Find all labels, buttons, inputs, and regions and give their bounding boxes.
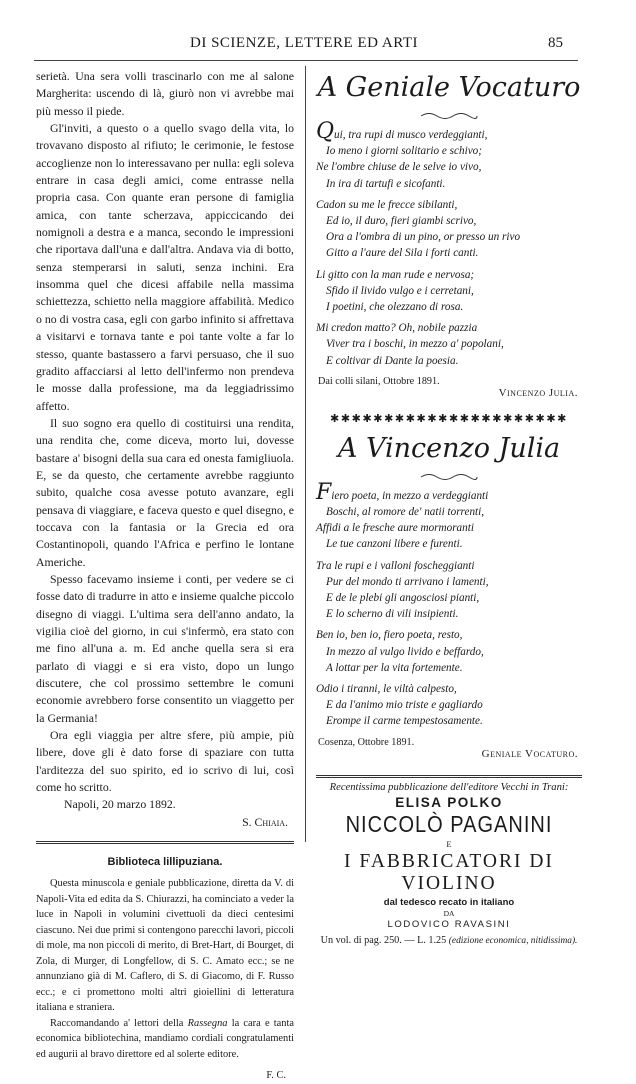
article-date: Napoli, 20 marzo 1892. [64,797,176,812]
poem1-stanza [316,267,582,316]
poem2-stanza [316,627,582,676]
left-column [36,68,294,1084]
poem2-stanza [316,479,582,553]
poem2-stanza [316,558,582,623]
poem1-title: A Geniale Vocaturo [317,72,581,103]
poem1-stanza [316,320,582,369]
poem2-footer [316,735,582,765]
poem-line: I poetini, che olezzano di rosa. [326,301,464,314]
poem-line: Cadon su me le frecce sibilanti, [316,198,458,211]
biblio-paragraph: Raccomandando a' lettori della Rassegna la cara e tanta economica bibliotechina, mandiamo cordiali congratulamenti ed augurii al bravo direttore ed al solerte editore. [36,1017,294,1060]
biblio-initials: F. C. [266,1070,286,1082]
ad-author: ELISA POLKO [395,794,503,810]
poem2-title: A Vincenzo Julia [337,432,561,464]
ad-translated: dal tedesco recato in italiano [383,896,515,908]
article-paragraph: Ora egli viaggia per altre sfere, più ampie, più libere, dove gli è dato forse di spaziare con tutta l'arditezza del suo spirito, ed io scrivo di lui, così come ho scritto. [36,728,294,795]
poem1-footer [316,374,582,404]
poem-line: Sfido il livido vulgo e i cerretani, [326,284,474,297]
poem-line: Viver tra i boschi, in mezzo a' popolani, [326,338,504,351]
poem-line: E de le plebi gli angosciosi pianti, [326,592,480,605]
biblio-heading: Biblioteca lillipuziana. [107,856,223,869]
poem-line: Ne l'ombre chiuse de le selve io vivo, [316,161,482,174]
running-title: DI SCIENZE, LETTERE ED ARTI [190,35,418,51]
poem-line: Affidi a le fresche aure mormoranti [316,522,474,535]
ad-da: DA [443,908,455,918]
poem2-author: Geniale Vocaturo. [481,747,578,760]
poem-line: ui, tra rupi di musco verdeggianti, [334,129,488,141]
ad-intro: Recentissima pubblicazione dell'editore Vecchi in Trani: [329,781,569,793]
section-separator [316,775,582,778]
poem-line: Li gitto con la man rude e nervosa; [316,268,475,281]
poem1-place: Dai colli silani, Ottobre 1891. [318,375,440,387]
poem1-author: Vincenzo Julia. [498,386,578,399]
ad-conjunction: E [446,838,452,849]
article-paragraph: serietà. Una sera volli trascinarlo con me al salone Margherita: uscendo di là, giurò non vi avrebbe mai più messo il piede. [36,69,294,118]
right-column [316,68,582,946]
section-separator [36,841,294,844]
poem-line: Mi credon matto? Oh, nobile pazzia [316,322,478,335]
poem-line: Boschi, al romore de' natii torrenti, [326,506,485,519]
advertisement [316,782,582,946]
swash-ornament [316,108,582,120]
page-number: 85 [548,35,563,51]
poem-line: E coltivar di Dante la poesia. [326,354,459,367]
poem-line: E lo scherno di vili insipienti. [326,608,459,621]
ad-subtitle: I FABBRICATORI DI VIOLINO [344,850,554,894]
poem-line: iero poeta, in mezzo a verdeggianti [331,489,489,502]
poem-line: In mezzo al vulgo livido e beffardo, [326,645,484,658]
article-signature: S. Chiaia. [242,814,288,829]
poem2-stanza [316,681,582,730]
poem-line: Erompe il carme tempestosamente. [326,715,483,728]
poem-line: Ed io, il duro, fieri giambi scrivo, [326,215,477,228]
ad-price: Un vol. di pag. 250. — L. 1.25 (edizione economica, nitidissima). [320,934,578,946]
poem-line: Tra le rupi e i valloni foschеggianti [316,559,475,572]
article-paragraph: Gl'inviti, a questo o a quello svago della vita, lo trovavano disposto al rifiuto; le cerimonie, le festose accoglienze non lo interessavano per nulla: egli soleva entrare in casa degli amici, come entrasse nella propria casa. Con quante eran persone di famiglia amica, con tante scherzava, appiccicando dei nomignoli a destra e a manca, secondo le impressioni che riportava dall'una e dall'altra. Andava via di botto, senza stemperarsi in saluti, senza inchini. Era insomma quel che dicesi affabile nella massima schiettezza, schietto nella maggiore affabilità. Medico o no di vostra casa, egli con garbo infinito si affrettava a visitarvi e tornava tante e poi tante volte a far lo stesso, quante bastassero a farvi persuaso, che il suo gradito affacciarsi al letto dell'infermo non prendeva le mosse dalla professione, ma da leggiadrissimo affetto. [36,121,294,413]
poem-line: Le tue canzoni libere e furenti. [326,538,463,551]
poem2-place: Cosenza, Ottobre 1891. [318,736,415,748]
star-separator: ✱✱✱✱✱✱✱✱✱✱✱✱✱✱✱✱✱✱✱✱✱✱ [330,412,568,425]
poem-line: Io meno i giorni solitario e schivo; [326,145,482,158]
ad-price-note: (edizione economica, nitidissima). [448,935,578,946]
article-paragraph: Il suo sogno era quello di costituirsi una rendita, una rendita che, come diceva, morto lui, dovesse bastare a' bisogni della sua cara ed onesta famigliuola. E, se da questo, che certamente avrebbe raggiunto subito, qualche cosa avesse potuto avanzare, egli pensava di viaggiare, e faceva questo e quel disegno, e toccava con la fantasia or la Grecia ed ora Costantinopoli, quando l'Africa e perfino le lontane Americhe. [36,415,294,569]
running-head [0,35,636,59]
poem-line: E da l'animo mio triste e gagliardo [326,699,483,712]
poem-line: Ora a l'ombra di un pino, or presso un rivo [326,231,521,244]
poem-line: Odio i tiranni, le viltà calpesto, [316,683,457,696]
ad-title: NICCOLÒ PAGANINI [345,811,553,838]
article-paragraph: Spesso facevamo insieme i conti, per vedere se ci fosse dato di tradurre in atto e insieme qualche piccolo disegno di viaggi. L'ultima sera dell'anno andato, la vigilia cioè del giorno, in cui s'infermò, era stato con me fino all'una a. m. Ed anche quella sera si era parlato di viaggi e si era visto, dopo un lungo discutere, che col prossimo settembre le comuni economie avrebbero forse consentito un viaggetto per la Germania! [36,571,294,725]
swash-ornament [316,469,582,481]
drop-cap: Q [316,119,335,144]
poem-line: In ira di tartufi e sicofanti. [326,177,446,190]
poem-line: Ben io, ben io, fiero poeta, resto, [316,629,463,642]
column-divider [305,66,306,842]
poem-line: Pur del mondo ti arrivano i lamenti, [326,575,489,588]
poem1-stanza [316,197,582,262]
drop-cap: F [316,479,332,505]
poem-line: Gitto a l'aure del Sila i forti canti. [326,247,479,260]
poem1-stanza [316,119,582,192]
ad-translator: LODOVICO RAVASINI [387,918,511,930]
poem-line: A lottar per la vita fortemente. [326,661,463,674]
biblio-paragraph: Questa minuscola e geniale pubblicazione, diretta da V. di Napoli-Vita ed edita da S. Chiurazzi, ha cominciato a veder la luce in Napoli in volumini civettuoli da dieci centesimi ciascuno. Nei due primi si contengono parecchi lavori, piccoli di mole, ma non piccoli di merito, di Bret-Hart, di Bourget, di Zola, di Murger, di Longfellow, di S. C. Amato ecc.; se ne annunziano già di M. Caflero, di S. di Giacomo, di F. Russo ecc.; e ci promettono molti altri gioiellini di letteratura italiana e straniera. [36,878,294,1014]
header-rule [34,60,578,61]
